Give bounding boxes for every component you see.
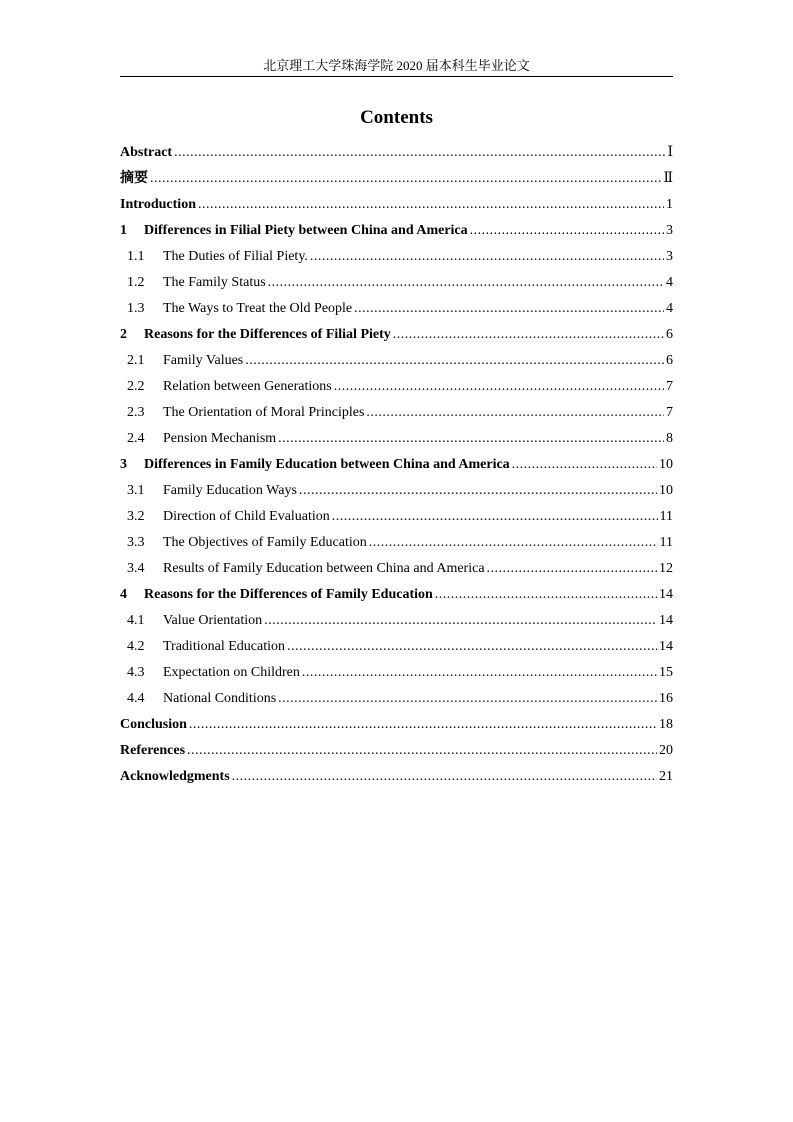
toc-entry-label: Abstract — [120, 145, 173, 160]
toc-page-number: 20 — [659, 743, 673, 758]
dot-leader — [278, 686, 657, 712]
toc-entry-number: 2.1 — [127, 353, 145, 368]
toc-entry-label: Relation between Generations — [163, 379, 332, 394]
toc-entry-zhaiyao[interactable] — [120, 166, 673, 192]
dot-leader — [470, 218, 664, 244]
toc-entry-section-2-4[interactable] — [120, 426, 673, 452]
toc-entry-section-4-3[interactable] — [120, 660, 673, 686]
toc-page-number: 4 — [666, 301, 673, 316]
toc-page-number: 11 — [659, 509, 673, 524]
toc-page-number: 7 — [666, 405, 673, 420]
dot-leader — [268, 270, 664, 296]
toc-entry-number: 3.3 — [127, 535, 145, 550]
toc-entry-number: 4.1 — [127, 613, 145, 628]
toc-page-number: 6 — [666, 353, 673, 368]
toc-page-number: 7 — [666, 379, 673, 394]
toc-page-number: 12 — [659, 561, 673, 576]
toc-entry-label: Reasons for the Differences of Family Education — [144, 587, 433, 602]
dot-leader — [245, 348, 664, 374]
dot-leader — [334, 374, 664, 400]
toc-entry-section-3-3[interactable] — [120, 530, 673, 556]
toc-entry-number: 4 — [120, 587, 127, 602]
toc-page-number: 8 — [666, 431, 673, 446]
toc-entry-label: Value Orientation — [163, 613, 263, 628]
toc-entry-label: Reasons for the Differences of Filial Piety — [144, 327, 391, 342]
toc-entry-section-3-1[interactable] — [120, 478, 673, 504]
toc-title: Contents — [360, 107, 433, 128]
toc-entry-label: Results of Family Education between China and America — [163, 561, 485, 576]
dot-leader — [278, 426, 664, 452]
toc-entry-number: 1.1 — [127, 249, 145, 264]
dot-leader — [435, 582, 657, 608]
toc-entry-number: 4.4 — [127, 691, 145, 706]
toc-entry-section-4-2[interactable] — [120, 634, 673, 660]
toc-entry-label: Conclusion — [120, 717, 187, 732]
toc-page-number: 10 — [659, 457, 673, 472]
toc-entry-label: Family Education Ways — [163, 483, 297, 498]
toc-entry-number: 4.2 — [127, 639, 145, 654]
toc-entry-number: 2.4 — [127, 431, 145, 446]
toc-page-number: 16 — [659, 691, 673, 706]
dot-leader — [354, 296, 664, 322]
toc-entry-section-2-1[interactable] — [120, 348, 673, 374]
toc-entry-number: 4.3 — [127, 665, 145, 680]
dot-leader — [150, 166, 661, 192]
toc-entry-label: Pension Mechanism — [163, 431, 277, 446]
toc-entry-label: The Orientation of Moral Principles — [163, 405, 365, 420]
dot-leader — [366, 400, 664, 426]
dot-leader — [487, 556, 657, 582]
toc-entry-section-3-2[interactable] — [120, 504, 673, 530]
toc-page-number: 14 — [659, 587, 673, 602]
toc-page-number: 14 — [659, 639, 673, 654]
toc-entry-section-1-1[interactable] — [120, 244, 673, 270]
toc-entry-abstract[interactable] — [120, 140, 673, 166]
toc-entry-number: 3.2 — [127, 509, 145, 524]
toc-entry-label: Introduction — [120, 197, 196, 212]
dot-leader — [393, 322, 664, 348]
toc-entry-section-3-4[interactable] — [120, 556, 673, 582]
toc-entry-label: Expectation on Children — [163, 665, 300, 680]
dot-leader — [512, 452, 657, 478]
page-header — [120, 56, 673, 77]
toc-page-number: Ⅰ — [667, 145, 673, 160]
toc-entry-number: 3.1 — [127, 483, 145, 498]
dot-leader — [299, 478, 657, 504]
toc-entry-label: Acknowledgments — [120, 769, 230, 784]
header-text: 北京理工大学珠海学院 2020 届本科生毕业论文 — [263, 58, 530, 73]
toc-entry-label: The Ways to Treat the Old People — [163, 301, 353, 316]
dot-leader — [198, 192, 664, 218]
toc-page-number: 6 — [666, 327, 673, 342]
toc-entry-number: 1.2 — [127, 275, 145, 290]
toc-page-number: 3 — [666, 223, 673, 238]
toc-entry-label: The Objectives of Family Education — [163, 535, 367, 550]
toc-entry-label: 摘要 — [120, 171, 148, 186]
dot-leader — [287, 634, 657, 660]
toc-entry-acknowledgments[interactable] — [120, 764, 673, 790]
toc-page-number: 3 — [666, 249, 673, 264]
toc-entry-introduction[interactable] — [120, 192, 673, 218]
toc-entry-label: Differences in Filial Piety between China and America — [144, 223, 468, 238]
toc-entry-number: 3.4 — [127, 561, 145, 576]
toc-entry-label: The Family Status — [163, 275, 266, 290]
toc-entry-conclusion[interactable] — [120, 712, 673, 738]
table-of-contents — [120, 140, 673, 790]
dot-leader — [174, 140, 665, 166]
toc-page-number: 10 — [659, 483, 673, 498]
toc-page-number: Ⅱ — [663, 171, 673, 186]
dot-leader — [332, 504, 658, 530]
toc-entry-label: Direction of Child Evaluation — [163, 509, 330, 524]
toc-page-number: 14 — [659, 613, 673, 628]
toc-entry-chapter-3[interactable] — [120, 452, 673, 478]
dot-leader — [264, 608, 657, 634]
toc-entry-chapter-2[interactable] — [120, 322, 673, 348]
toc-page-number: 21 — [659, 769, 673, 784]
toc-entry-label: National Conditions — [163, 691, 277, 706]
toc-entry-label: Traditional Education — [163, 639, 285, 654]
dot-leader — [302, 660, 657, 686]
toc-page-number: 1 — [666, 197, 673, 212]
toc-entry-number: 2 — [120, 327, 127, 342]
toc-entry-section-4-1[interactable] — [120, 608, 673, 634]
dot-leader — [369, 530, 658, 556]
toc-entry-label: The Duties of Filial Piety. — [163, 249, 308, 264]
dot-leader — [310, 244, 664, 270]
dot-leader — [232, 764, 657, 790]
toc-page-number: 11 — [659, 535, 673, 550]
toc-entry-number: 1.3 — [127, 301, 145, 316]
toc-page-number: 18 — [659, 717, 673, 732]
toc-entry-section-1-2[interactable] — [120, 270, 673, 296]
toc-entry-number: 2.2 — [127, 379, 145, 394]
toc-entry-chapter-1[interactable] — [120, 218, 673, 244]
toc-entry-references[interactable] — [120, 738, 673, 764]
toc-page-number: 4 — [666, 275, 673, 290]
toc-page-number: 15 — [659, 665, 673, 680]
toc-entry-number: 1 — [120, 223, 127, 238]
dot-leader — [187, 738, 657, 764]
toc-entry-label: References — [120, 743, 186, 758]
toc-entry-number: 3 — [120, 457, 127, 472]
dot-leader — [189, 712, 657, 738]
toc-entry-label: Family Values — [163, 353, 244, 368]
toc-entry-label: Differences in Family Education between China and America — [144, 457, 510, 472]
toc-entry-chapter-4[interactable] — [120, 582, 673, 608]
toc-entry-section-1-3[interactable] — [120, 296, 673, 322]
toc-entry-section-2-3[interactable] — [120, 400, 673, 426]
toc-entry-section-4-4[interactable] — [120, 686, 673, 712]
toc-entry-section-2-2[interactable] — [120, 374, 673, 400]
toc-entry-number: 2.3 — [127, 405, 145, 420]
